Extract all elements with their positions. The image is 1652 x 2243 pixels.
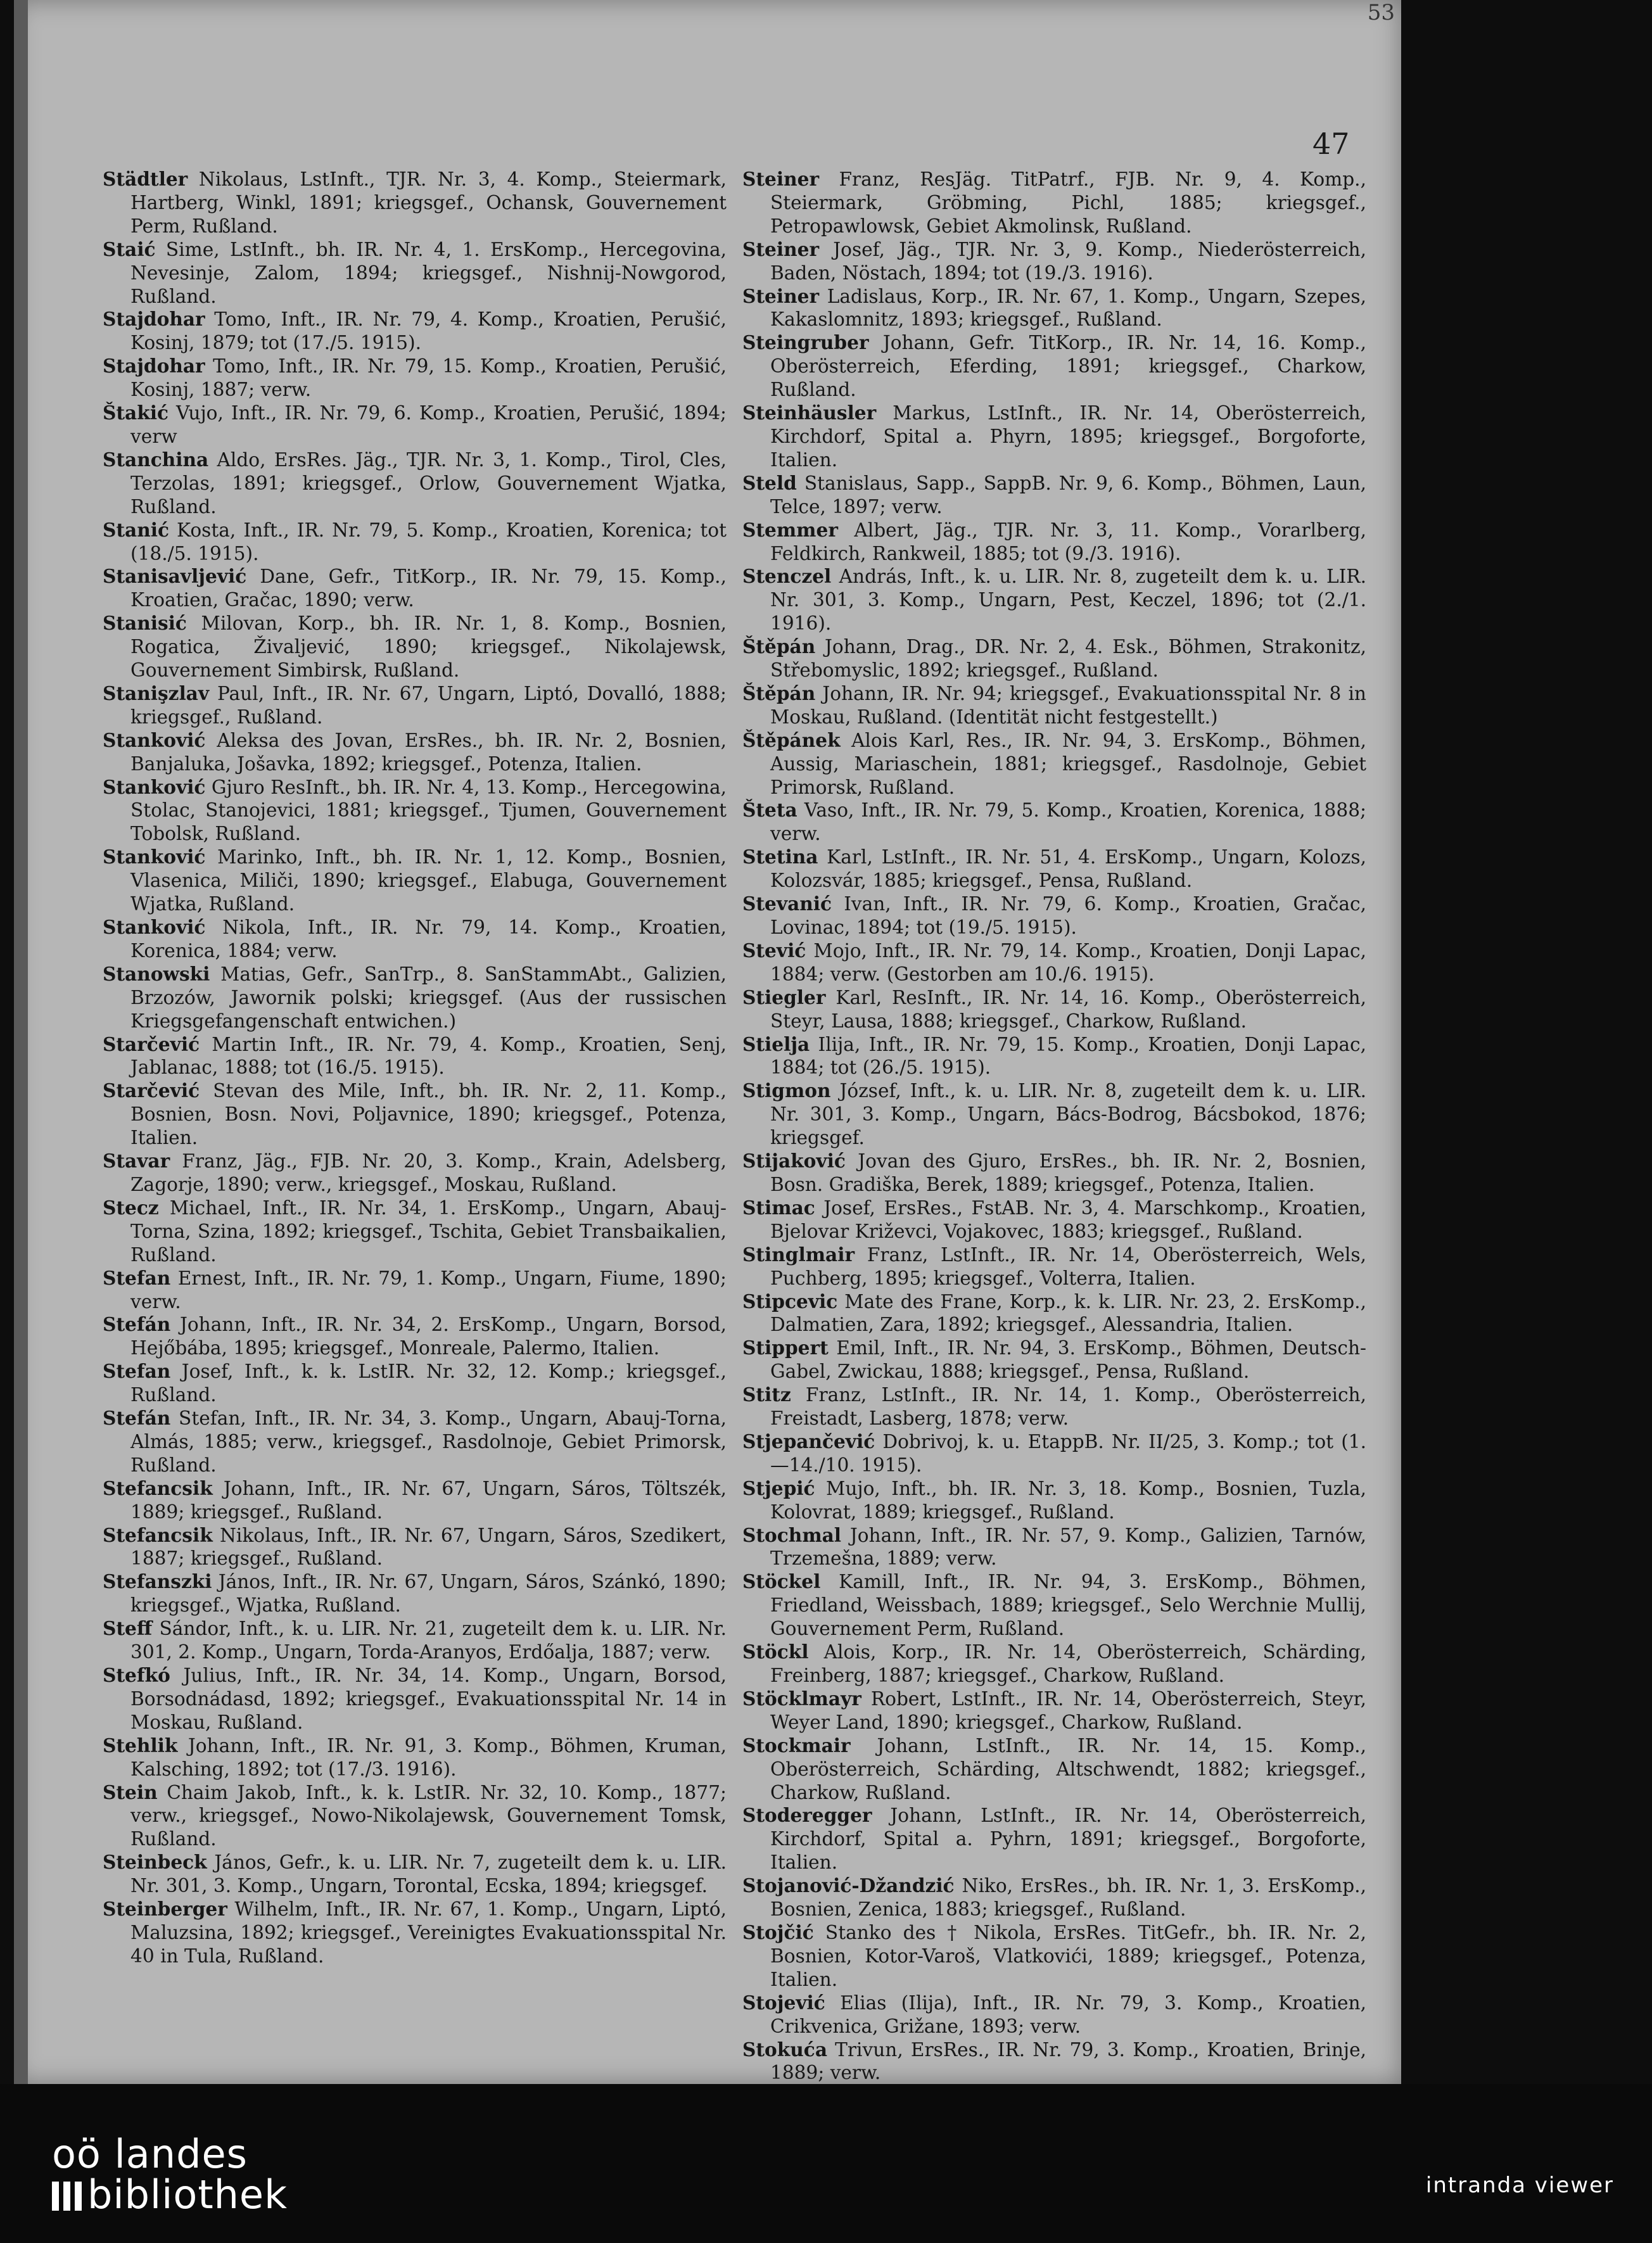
entry-surname: Stipcevic: [742, 1290, 838, 1312]
page-number: 47: [1312, 127, 1350, 161]
register-entry: [742, 2038, 1366, 2085]
register-entry: [742, 1524, 1366, 1571]
entry-surname: Stetina: [742, 846, 818, 868]
register-entry: [742, 1687, 1366, 1734]
entry-details: Stevan des Mile, Inft., bh. IR. Nr. 2, 11. Komp., Bosnien, Bosn. Novi, Poljavnice, 1890; kriegsgef., Potenza, Italien.: [130, 1080, 727, 1149]
entry-details: Julius, Inft., IR. Nr. 34, 14. Komp., Ungarn, Borsod, Borsodnádasd, 1892; kriegsgef., Evakuationsspital Nr. 14 in Moskau, Rußland.: [130, 1665, 727, 1733]
entry-details: Nikolaus, LstInft., TJR. Nr. 3, 4. Komp., Steiermark, Hartberg, Winkl, 1891; kriegsgef., Ochansk, Gouvernement Perm, Rußland.: [130, 168, 727, 237]
entry-surname: Štěpán: [742, 682, 816, 704]
entry-details: Paul, Inft., IR. Nr. 67, Ungarn, Liptó, Dovalló, 1888; kriegsgef., Rußland.: [130, 682, 727, 728]
entry-surname: Stinglmair: [742, 1243, 855, 1266]
entry-details: Chaim Jakob, Inft., k. k. LstIR. Nr. 32, 10. Komp., 1877; verw., kriegsgef., Nowo-Nikolajewsk, Gouvernement Tomsk, Rußland.: [130, 1781, 727, 1850]
entry-details: Michael, Inft., IR. Nr. 34, 1. ErsKomp., Ungarn, Abauj-Torna, Szina, 1892; kriegsgef., Tschita, Gebiet Transbaikalien, Rußland.: [130, 1197, 727, 1266]
register-entry: [742, 1570, 1366, 1641]
entry-details: József, Inft., k. u. LIR. Nr. 8, zugeteilt dem k. u. LIR. Nr. 301, 3. Komp., Ungarn, Bács-Bodrog, Bácsbokod, 1876; kriegsgef.: [770, 1080, 1366, 1149]
entry-surname: Stanković: [103, 916, 206, 938]
entry-details: András, Inft., k. u. LIR. Nr. 8, zugeteilt dem k. u. LIR. Nr. 301, 3. Komp., Ungarn, Pest, Keczel, 1896; tot (2./1. 1916).: [770, 566, 1366, 635]
entry-surname: Stanowski: [103, 962, 210, 985]
register-entry: [103, 729, 727, 776]
register-entry: [103, 519, 727, 566]
entry-details: Mate des Frane, Korp., k. k. LIR. Nr. 23, 2. ErsKomp., Dalmatien, Zara, 1892; kriegsgef., Alessandria, Italien.: [770, 1290, 1366, 1336]
library-logo[interactable]: [52, 2131, 288, 2218]
entry-details: Marinko, Inft., bh. IR. Nr. 1, 12. Komp., Bosnien, Vlasenica, Miliči, 1890; kriegsgef., Elabuga, Gouvernement Wjatka, Rußland.: [130, 846, 727, 915]
entry-surname: Stojčić: [742, 1921, 814, 1943]
entry-details: Johann, Inft., IR. Nr. 91, 3. Komp., Böhmen, Kruman, Kalsching, 1892; tot (17./3. 1916).: [130, 1734, 727, 1780]
entry-details: Johann, Inft., IR. Nr. 57, 9. Komp., Galizien, Tarnów, Trzemešna, 1889; verw.: [770, 1524, 1366, 1570]
register-entry: [103, 1360, 727, 1407]
register-entry: [103, 963, 727, 1033]
entry-surname: Stević: [742, 939, 806, 962]
entry-surname: Stojanović-Džandzić: [742, 1874, 955, 1897]
entry-surname: Stanić: [103, 518, 169, 541]
register-entry: [742, 893, 1366, 939]
entry-details: Kamill, Inft., IR. Nr. 94, 3. ErsKomp., Böhmen, Friedland, Weissbach, 1889; kriegsgef., Selo Werchnie Mullij, Gouvernement Perm, Rußland.: [770, 1571, 1366, 1640]
entry-surname: Štěpánek: [742, 728, 841, 751]
entry-details: Stanislaus, Sapp., SappB. Nr. 9, 6. Komp., Böhmen, Laun, Telce, 1897; verw.: [770, 472, 1366, 518]
register-entry: [742, 285, 1366, 332]
entry-details: Matias, Gefr., SanTrp., 8. SanStammAbt., Galizien, Brzozów, Jawornik polski; kriegsgef. (Aus der russischen Kriegsgefangenschaft entwichen.): [130, 963, 727, 1032]
entry-surname: Städtler: [103, 168, 188, 190]
entry-details: Vaso, Inft., IR. Nr. 79, 5. Komp., Kroatien, Korenica, 1888; verw.: [770, 799, 1366, 845]
register-entry: [103, 1079, 727, 1150]
entry-surname: Steiner: [742, 284, 820, 307]
register-entry: [103, 1524, 727, 1571]
register-entry: [742, 472, 1366, 519]
register-entry: [103, 308, 727, 355]
register-entry: [742, 1804, 1366, 1874]
entry-surname: Stijaković: [742, 1150, 846, 1172]
logo-line-1: oö landes: [52, 2131, 248, 2177]
entry-details: Johann, Inft., IR. Nr. 34, 2. ErsKomp., Ungarn, Borsod, Hejőbába, 1895; kriegsgef., Monreale, Palermo, Italien.: [130, 1314, 727, 1359]
entry-details: János, Inft., IR. Nr. 67, Ungarn, Sáros, Szánkó, 1890; kriegsgef., Wjatka, Rußland.: [130, 1571, 727, 1617]
entry-surname: Stanković: [103, 728, 206, 751]
register-entry: [103, 565, 727, 612]
register-entry: [103, 238, 727, 308]
register-entry: [742, 402, 1366, 472]
register-entry: [742, 238, 1366, 285]
entry-details: Johann, Gefr. TitKorp., IR. Nr. 14, 16. Komp., Oberösterreich, Eferding, 1891; kriegsgef., Charkow, Rußland.: [770, 332, 1366, 401]
entry-details: Niko, ErsRes., bh. IR. Nr. 1, 3. ErsKomp., Bosnien, Zenica, 1883; kriegsgef., Rußland.: [770, 1875, 1366, 1921]
entry-surname: Stehlik: [103, 1734, 178, 1757]
entry-surname: Steinbeck: [103, 1851, 207, 1874]
register-entry: [103, 1898, 727, 1968]
entry-details: Josef, Inft., k. k. LstIR. Nr. 32, 12. Komp.; kriegsgef., Rußland.: [130, 1361, 727, 1406]
entry-details: Ladislaus, Korp., IR. Nr. 67, 1. Komp., Ungarn, Szepes, Kakaslomnitz, 1893; kriegsgef., Rußland.: [770, 285, 1366, 331]
register-entry: [742, 1290, 1366, 1337]
register-entry: [103, 776, 727, 846]
entry-details: Ilija, Inft., IR. Nr. 79, 15. Komp., Kroatien, Donji Lapac, 1884; tot (26./5. 1915).: [770, 1033, 1366, 1079]
entry-surname: Stokuća: [742, 2038, 827, 2061]
entry-surname: Stanchina: [103, 448, 209, 471]
entry-details: Kosta, Inft., IR. Nr. 79, 5. Komp., Kroatien, Korenica; tot (18./5. 1915).: [130, 519, 727, 564]
register-entry: [742, 1197, 1366, 1243]
entry-surname: Stevanić: [742, 893, 832, 915]
entry-surname: Štakić: [103, 402, 168, 424]
entry-surname: Steiner: [742, 238, 820, 260]
entry-details: Dobrivoj, k. u. EtappB. Nr. II/25, 3. Komp.; tot (1.—14./10. 1915).: [770, 1430, 1366, 1476]
entry-surname: Stefancsik: [103, 1477, 213, 1499]
entry-surname: Stajdohar: [103, 355, 205, 378]
register-entry: [103, 682, 727, 729]
register-entry: [103, 1781, 727, 1852]
register-entry: [742, 682, 1366, 729]
entry-surname: Stoderegger: [742, 1804, 872, 1827]
entry-surname: Stanisavljević: [103, 565, 247, 588]
entry-details: Ivan, Inft., IR. Nr. 79, 6. Komp., Kroatien, Gračac, Lovinac, 1894; tot (19./5. 1915).: [770, 893, 1366, 938]
register-entry: [742, 331, 1366, 402]
entry-details: Johann, LstInft., IR. Nr. 14, 15. Komp., Oberösterreich, Schärding, Altschwendt, 1882; kriegsgef., Charkow, Rußland.: [770, 1734, 1366, 1803]
entry-details: Alois Karl, Res., IR. Nr. 94, 3. ErsKomp., Böhmen, Aussig, Mariaschein, 1881; kriegsgef., Rasdolnoje, Gebiet Primorsk, Rußland.: [770, 729, 1366, 798]
register-entry: [742, 1383, 1366, 1430]
register-entry: [742, 939, 1366, 986]
entry-details: Sime, LstInft., bh. IR. Nr. 4, 1. ErsKomp., Hercegovina, Nevesinje, Zalom, 1894; kriegsgef., Nishnij-Nowgorod, Rußland.: [130, 238, 727, 307]
register-entry: [742, 565, 1366, 635]
entry-surname: Stefancsik: [103, 1523, 213, 1546]
entry-surname: Steingruber: [742, 331, 869, 354]
entry-surname: Steld: [742, 471, 797, 494]
entry-details: Aldo, ErsRes. Jäg., TJR. Nr. 3, 1. Komp., Tirol, Cles, Terzolas, 1891; kriegsgef., Orlow, Gouvernement Wjatka, Rußland.: [130, 448, 727, 518]
library-bars-icon: [52, 2182, 82, 2211]
entry-surname: Stanković: [103, 846, 206, 868]
entry-details: Mojo, Inft., IR. Nr. 79, 14. Komp., Kroatien, Donji Lapac, 1884; verw. (Gestorben am 10./6. 1915).: [770, 939, 1366, 985]
register-entry: [742, 799, 1366, 846]
entry-details: Johann, Inft., IR. Nr. 67, Ungarn, Sáros, Töltszék, 1889; kriegsgef., Rußland.: [130, 1477, 727, 1523]
corner-mark: 53: [1367, 0, 1395, 25]
entry-surname: Staić: [103, 238, 156, 260]
entry-surname: Stefán: [103, 1313, 171, 1336]
register-entry: [103, 612, 727, 682]
register-entry: [742, 729, 1366, 799]
entry-details: Jovan des Gjuro, ErsRes., bh. IR. Nr. 2, Bosnien, Bosn. Gradiška, Berek, 1889; kriegsgef., Potenza, Italien.: [770, 1150, 1366, 1195]
entry-surname: Stippert: [742, 1337, 829, 1359]
register-entry: [742, 519, 1366, 566]
entry-details: Trivun, ErsRes., IR. Nr. 79, 3. Komp., Kroatien, Brinje, 1889; verw.: [770, 2038, 1366, 2084]
entry-details: Vujo, Inft., IR. Nr. 79, 6. Komp., Kroatien, Perušić, 1894; verw: [130, 402, 727, 447]
entry-surname: Stjepančević: [742, 1430, 875, 1452]
register-entry: [742, 1430, 1366, 1477]
entry-surname: Stanković: [103, 775, 206, 798]
register-entry: [103, 448, 727, 519]
register-entry: [103, 1407, 727, 1477]
entry-details: Johann, LstInft., IR. Nr. 14, Oberösterreich, Kirchdorf, Spital a. Pyhrn, 1891; kriegsgef., Borgoforte, Italien.: [770, 1805, 1366, 1874]
entry-surname: Stöcklmayr: [742, 1687, 861, 1710]
entry-surname: Stöckel: [742, 1570, 821, 1593]
entry-surname: Stefkó: [103, 1664, 170, 1686]
entry-details: Stefan, Inft., IR. Nr. 34, 3. Komp., Ungarn, Abauj-Torna, Almás, 1885; verw., kriegsgef., Rasdolnoje, Gebiet Primorsk, Rußland.: [130, 1407, 727, 1476]
register-entry: [103, 1570, 727, 1617]
entry-details: Stanko des † Nikola, ErsRes. TitGefr., bh. IR. Nr. 2, Bosnien, Kotor-Varoš, Vlatkovići, 1889; kriegsgef., Potenza, Italien.: [770, 1921, 1366, 1990]
register-entry: [742, 986, 1366, 1033]
entry-details: Elias (Ilija), Inft., IR. Nr. 79, 3. Komp., Kroatien, Crikvenica, Grižane, 1893; verw.: [770, 1992, 1366, 2037]
entry-surname: Stanişzlav: [103, 682, 210, 704]
entry-surname: Starčević: [103, 1079, 200, 1102]
entry-details: Karl, ResInft., IR. Nr. 14, 16. Komp., Oberösterreich, Steyr, Lausa, 1888; kriegsgef., Charkow, Rußland.: [770, 986, 1366, 1032]
entry-details: Albert, Jäg., TJR. Nr. 3, 11. Komp., Vorarlberg, Feldkirch, Rankweil, 1885; tot (9./3. 1916).: [770, 519, 1366, 564]
entry-details: Gjuro ResInft., bh. IR. Nr. 4, 13. Komp., Hercegowina, Stolac, Stanojevici, 1881; kriegsgef., Tjumen, Gouvernement Tobolsk, Rußland.: [130, 776, 727, 845]
register-entry: [742, 1874, 1366, 1921]
entry-surname: Stöckl: [742, 1641, 809, 1663]
entry-details: Ernest, Inft., IR. Nr. 79, 1. Komp., Ungarn, Fiume, 1890; verw.: [130, 1267, 727, 1312]
register-entry: [742, 168, 1366, 238]
register-entry: [103, 1197, 727, 1267]
entry-details: Franz, LstInft., IR. Nr. 14, Oberösterreich, Wels, Puchberg, 1895; kriegsgef., Volterra, Italien.: [770, 1243, 1366, 1289]
entry-surname: Stockmair: [742, 1734, 851, 1757]
register-entry: [103, 1851, 727, 1898]
book-spine: [14, 0, 28, 2084]
entry-surname: Starčević: [103, 1033, 200, 1055]
entry-details: Johann, IR. Nr. 94; kriegsgef., Evakuationsspital Nr. 8 in Moskau, Rußland. (Identität nicht festgestellt.): [770, 682, 1366, 728]
entry-surname: Stochmal: [742, 1523, 842, 1546]
register-entry: [103, 168, 727, 238]
register-entry: [103, 1267, 727, 1314]
entry-surname: Stein: [103, 1781, 158, 1803]
register-entry: [742, 1921, 1366, 1992]
entry-details: Emil, Inft., IR. Nr. 94, 3. ErsKomp., Böhmen, Deutsch-Gabel, Zwickau, 1888; kriegsgef., Pensa, Rußland.: [770, 1337, 1366, 1383]
entry-surname: Steinberger: [103, 1898, 227, 1921]
register-entry: [103, 1734, 727, 1781]
entry-details: Tomo, Inft., IR. Nr. 79, 4. Komp., Kroatien, Perušić, Kosinj, 1879; tot (17./5. 1915).: [130, 308, 727, 354]
entry-surname: Steinhäusler: [742, 402, 877, 424]
register-entry: [742, 1150, 1366, 1197]
entry-details: Mujo, Inft., bh. IR. Nr. 3, 18. Komp., Bosnien, Tuzla, Kolovrat, 1889; kriegsgef., Rußland.: [770, 1477, 1366, 1523]
register-entry: [103, 1617, 727, 1664]
entry-surname: Stigmon: [742, 1079, 831, 1102]
entry-details: Wilhelm, Inft., IR. Nr. 67, 1. Komp., Ungarn, Liptó, Maluzsina, 1892; kriegsgef., Vereinigtes Evakuationsspital Nr. 40 in Tula, Rußland.: [130, 1898, 727, 1967]
register-entry: [103, 402, 727, 448]
entry-details: Josef, Jäg., TJR. Nr. 3, 9. Komp., Niederösterreich, Baden, Nöstach, 1894; tot (19./3. 1916).: [770, 238, 1366, 284]
register-entry: [742, 635, 1366, 682]
entry-surname: Šteta: [742, 799, 797, 822]
entry-details: Karl, LstInft., IR. Nr. 51, 4. ErsKomp., Ungarn, Kolozs, Kolozsvár, 1885; kriegsgef., Pensa, Rußland.: [770, 846, 1366, 892]
entry-surname: Stecz: [103, 1196, 159, 1219]
document-page: [14, 0, 1401, 2084]
entry-surname: Stefan: [103, 1266, 171, 1289]
register-entry: [742, 1641, 1366, 1687]
entry-surname: Stanisić: [103, 612, 187, 635]
viewer-label[interactable]: intranda viewer: [1425, 2173, 1614, 2198]
register-entry: [103, 1477, 727, 1524]
entry-surname: Stemmer: [742, 518, 838, 541]
entry-surname: Steiner: [742, 168, 820, 190]
entry-surname: Stjepić: [742, 1477, 815, 1499]
entry-details: Franz, ResJäg. TitPatrf., FJB. Nr. 9, 4. Komp., Steiermark, Gröbming, Pichl, 1885; kriegsgef., Petropawlowsk, Gebiet Akmolinsk, Rußland.: [770, 168, 1366, 237]
register-entry: [103, 1150, 727, 1197]
logo-line-2: bibliothek: [87, 2171, 288, 2218]
entry-surname: Stefán: [103, 1407, 171, 1430]
entry-surname: Stojević: [742, 1991, 825, 2014]
right-column: [742, 168, 1366, 2085]
entry-details: Alois, Korp., IR. Nr. 14, Oberösterreich, Schärding, Freinberg, 1887; kriegsgef., Charkow, Rußland.: [770, 1641, 1366, 1686]
entry-details: Nikolaus, Inft., IR. Nr. 67, Ungarn, Sáros, Szedikert, 1887; kriegsgef., Rußland.: [130, 1524, 727, 1570]
entry-surname: Štěpán: [742, 635, 816, 658]
register-entry: [103, 355, 727, 402]
entry-details: Franz, LstInft., IR. Nr. 14, 1. Komp., Oberösterreich, Freistadt, Lasberg, 1878; verw.: [770, 1384, 1366, 1430]
entry-details: Josef, ErsRes., FstAB. Nr. 3, 4. Marschkomp., Kroatien, Bjelovar Križevci, Vojakovec, 1883; kriegsgef., Rußland.: [770, 1197, 1366, 1242]
entry-surname: Stenczel: [742, 565, 832, 588]
register-entry: [103, 846, 727, 916]
entry-surname: Stielja: [742, 1033, 810, 1055]
entry-details: Markus, LstInft., IR. Nr. 14, Oberösterreich, Kirchdorf, Spital a. Phyrn, 1895; kriegsgef., Borgoforte, Italien.: [770, 402, 1366, 471]
register-entry: [742, 1079, 1366, 1150]
register-entry: [103, 1664, 727, 1734]
register-entry: [103, 916, 727, 963]
entry-surname: Stavar: [103, 1150, 170, 1172]
register-entry: [742, 1337, 1366, 1383]
entry-details: Nikola, Inft., IR. Nr. 79, 14. Komp., Kroatien, Korenica, 1884; verw.: [130, 917, 727, 962]
entry-details: Milovan, Korp., bh. IR. Nr. 1, 8. Komp., Bosnien, Rogatica, Živaljević, 1890; kriegsgef., Nikolajewsk, Gouvernement Simbirsk, Rußland.: [130, 613, 727, 682]
entry-details: Aleksa des Jovan, ErsRes., bh. IR. Nr. 2, Bosnien, Banjaluka, Jošavka, 1892; kriegsgef., Potenza, Italien.: [130, 729, 727, 775]
entry-details: Tomo, Inft., IR. Nr. 79, 15. Komp., Kroatien, Perušić, Kosinj, 1887; verw.: [130, 355, 727, 401]
entry-surname: Stiegler: [742, 986, 826, 1008]
register-entry: [742, 1243, 1366, 1290]
entry-surname: Stefan: [103, 1360, 171, 1383]
register-entry: [103, 1313, 727, 1360]
register-entry: [742, 1992, 1366, 2038]
entry-details: Sándor, Inft., k. u. LIR. Nr. 21, zugeteilt dem k. u. LIR. Nr. 301, 2. Komp., Ungarn, Torda-Aranyos, Erdőalja, 1887; verw.: [130, 1618, 727, 1663]
register-entry: [742, 1734, 1366, 1805]
entry-surname: Stajdohar: [103, 308, 205, 331]
left-column: [103, 168, 727, 1968]
entry-details: Johann, Drag., DR. Nr. 2, 4. Esk., Böhmen, Strakonitz, Střebomyslic, 1892; kriegsgef., Rußland.: [770, 636, 1366, 682]
entry-details: Robert, LstInft., IR. Nr. 14, Oberösterreich, Steyr, Weyer Land, 1890; kriegsgef., Charkow, Rußland.: [770, 1687, 1366, 1733]
entry-details: Dane, Gefr., TitKorp., IR. Nr. 79, 15. Komp., Kroatien, Gračac, 1890; verw.: [130, 566, 727, 611]
register-entry: [742, 1477, 1366, 1524]
entry-surname: Stitz: [742, 1383, 791, 1406]
entry-surname: Stefanszki: [103, 1570, 212, 1593]
entry-details: Martin Inft., IR. Nr. 79, 4. Komp., Kroatien, Senj, Jablanac, 1888; tot (16./5. 1915).: [130, 1033, 727, 1079]
register-entry: [742, 1033, 1366, 1080]
entry-surname: Stimac: [742, 1196, 815, 1219]
entry-surname: Steff: [103, 1617, 153, 1640]
entry-details: János, Gefr., k. u. LIR. Nr. 7, zugeteilt dem k. u. LIR. Nr. 301, 3. Komp., Ungarn, Torontal, Ecska, 1894; kriegsgef.: [130, 1852, 727, 1897]
entry-details: Franz, Jäg., FJB. Nr. 20, 3. Komp., Krain, Adelsberg, Zagorje, 1890; verw., kriegsgef., Moskau, Rußland.: [130, 1150, 727, 1195]
register-entry: [742, 846, 1366, 893]
register-entry: [103, 1033, 727, 1080]
